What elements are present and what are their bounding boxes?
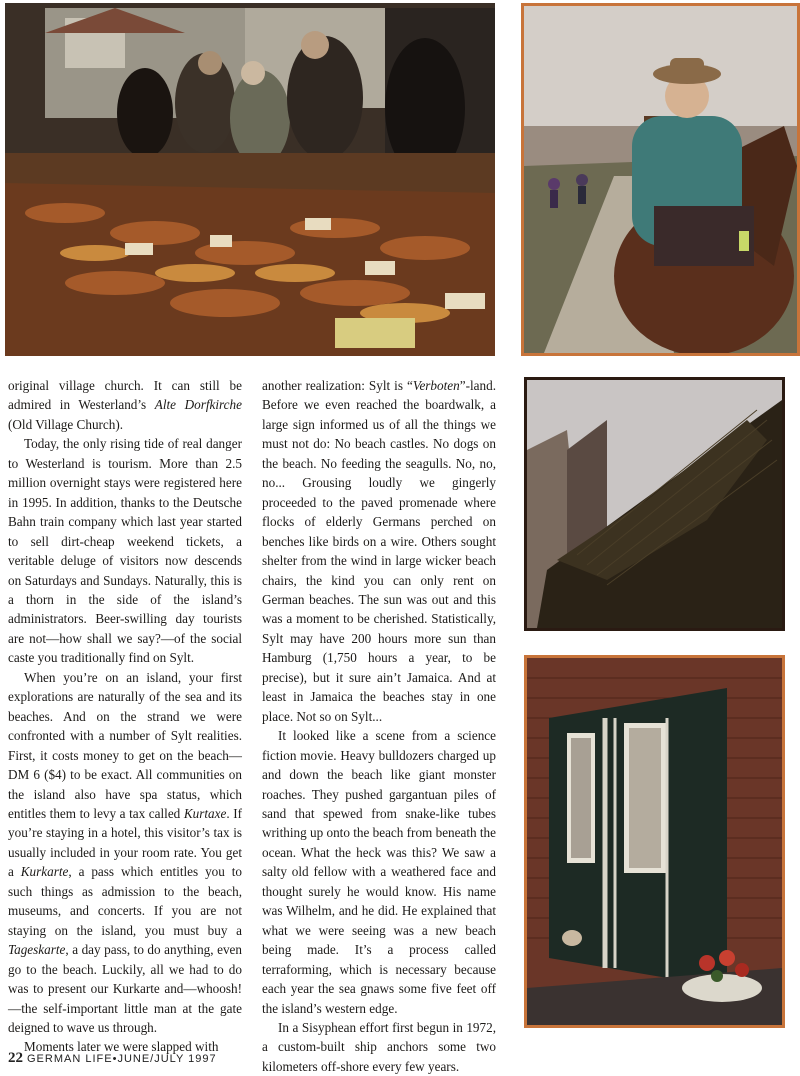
article-column-2 <box>262 376 496 1076</box>
paragraph: It looked like a scene from a science fiction movie. Heavy bulldozers charged up and down the beach like giant monster roaches. They pushed gargantuan piles of sand that spewed from snake-like tubes writhing up onto the beach from beneath the ocean. What the heck was this? We saw a salty old fellow with a weathered face and thought surely he would know. His name was Wilhelm, and he did. He explained that what we were seeing was a new beach being made. It’s a process called terraforming, which is necessary because each year the sea gnaws some five feet off the island’s western edge. <box>262 728 497 1016</box>
fish-market-photo <box>5 3 495 356</box>
paragraph: original village church. It can still be admired in Westerland’s Alte Dorfkirche (Old Village Church). <box>8 378 242 432</box>
paragraph: another realization: Sylt is “Verboten”-land. Before we even reached the boardwalk, a large sign informed us of all the things we must not do: No beach castles. No dogs on the beach. No feeding the seagulls. No, no, no... Grousing loudly we gingerly proceeded to the paved promenade where flocks of elderly Germans perched on benches like birds on a wire. Others sought shelter from the wind in large wicker beach chairs, the kind you can only rent on German beaches. The sun was out and this was a moment to be cherished. Statistically, Sylt may have 200 hours more sun than Hamburg (1,750 hours a year, to be precise), but it sure ain’t Jamaica. And at least in Jamaica the beaches stay in one place. Not so on Sylt... <box>262 378 496 724</box>
page-number: 22 <box>8 1050 23 1066</box>
paragraph: Moments later we were slapped with <box>24 1039 219 1055</box>
article-column-1 <box>8 376 242 1057</box>
green-door-photo <box>524 655 785 1028</box>
paragraph: Today, the only rising tide of real danger to Westerland is tourism. More than 2.5 million overnight stays were registered here in 1995. In addition, thanks to the Deutsche Bahn train company which last year started to sell dirt-cheap weekend tickets, a veritable deluge of visitors now descends on Saturdays and Sundays. Naturally, this is a thorn in the side of the island’s administrators. Beer-swilling day tourists are not—how shall we say?—of the social caste you traditionally find on Sylt. <box>8 436 242 666</box>
paragraph: When you’re on an island, your first explorations are naturally of the sea and its beaches. And on the strand we were confronted with a number of Sylt realities. First, it costs money to get on the beach—DM 6 ($4) to be exact. All communities on the island also have spa status, which entitles them to levy a tax called Kurtaxe. If you’re staying in a hotel, this visitor’s tax is usually included in your room rate. You get a Kurkarte, a pass which entitles you to such things as admission to the beach, museums, and concerts. If you are not staying on the island, you must buy a Tageskarte, a day pass, to do anything, even go to the beach. Luckily, all we had to do was to present our Kurkarte and—whoosh!—the self-important little man at the gate deigned to wave us through. <box>8 669 243 1035</box>
magazine-name: GERMAN LIFE <box>27 1053 113 1065</box>
horse-riders-photo <box>521 3 800 356</box>
page-footer: 22 GERMAN LIFE•JUNE/JULY 1997 <box>8 1050 217 1066</box>
issue-date: JUNE/JULY 1997 <box>117 1053 217 1065</box>
thatched-roof-photo <box>524 377 785 631</box>
paragraph: In a Sisyphean effort first begun in 1972, a custom-built ship anchors some two kilometers off-shore every few years. <box>262 1019 496 1074</box>
